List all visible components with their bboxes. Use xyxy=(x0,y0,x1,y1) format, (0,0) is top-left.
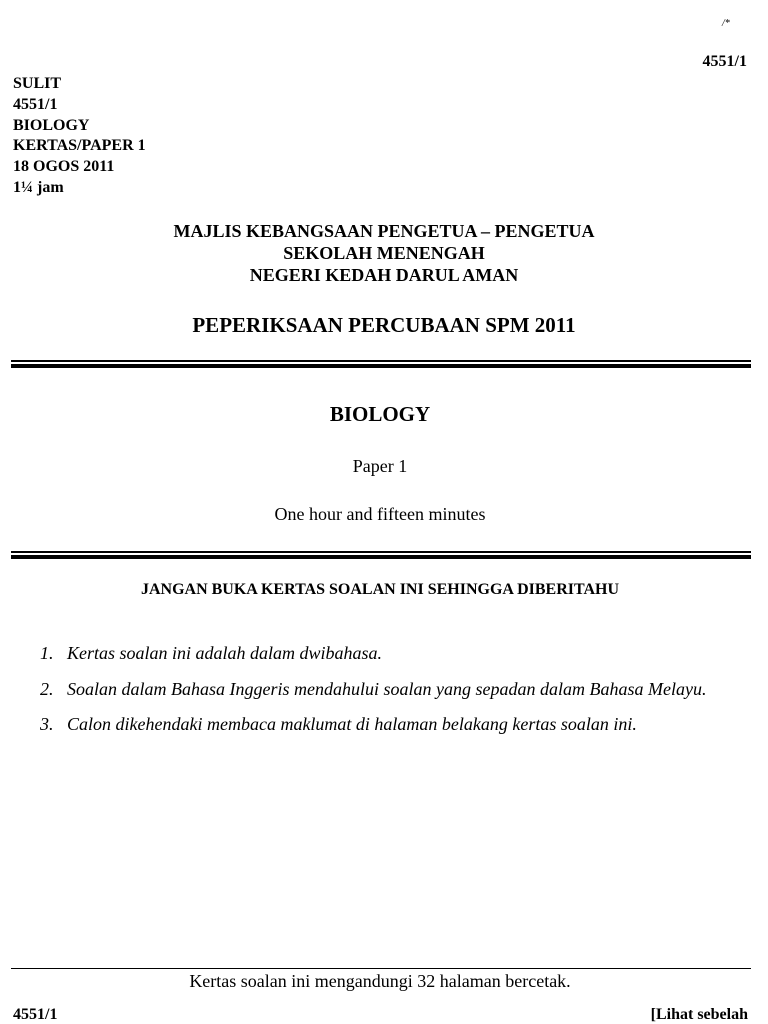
header-line: BIOLOGY xyxy=(13,116,90,134)
warning-notice: JANGAN BUKA KERTAS SOALAN INI SEHINGGA DIBERITAHU xyxy=(140,581,620,598)
page-count-note: Kertas soalan ini mengandungi 32 halaman bercetak. xyxy=(189,971,571,991)
header-line: SULIT xyxy=(13,75,62,92)
instruction-number: 2. xyxy=(40,678,54,699)
instruction-item xyxy=(40,707,750,743)
instruction-item xyxy=(40,636,750,672)
instruction-text: Calon dikehendaki membaca maklumat di halaman belakang kertas soalan ini. xyxy=(67,714,637,734)
header-line: 4551/1 xyxy=(13,95,58,113)
instructions-list xyxy=(40,636,750,743)
divider-bottom xyxy=(11,551,751,559)
council-line: NEGERI KEDAH DARUL AMAN xyxy=(249,265,519,285)
turn-over-label: [Lihat sebelah xyxy=(650,1006,748,1023)
paper-label: Paper 1 xyxy=(352,456,408,476)
instruction-item xyxy=(40,672,750,708)
council-line: SEKOLAH MENENGAH xyxy=(283,243,485,263)
footer-divider xyxy=(11,968,751,969)
instruction-text: Kertas soalan ini adalah dalam dwibahasa. xyxy=(67,643,383,663)
divider-top xyxy=(11,360,751,368)
exam-title: PEPERIKSAAN PERCUBAAN SPM 2011 xyxy=(192,313,576,337)
council-heading xyxy=(0,220,768,286)
instruction-number: 3. xyxy=(40,714,54,734)
instruction-number: 1. xyxy=(40,643,54,663)
instruction-text: Soalan dalam Bahasa Inggeris mendahului soalan yang sepadan dalam Bahasa Melayu. xyxy=(67,678,707,699)
top-paper-code: 4551/1 xyxy=(702,53,747,70)
duration-label: One hour and fifteen minutes xyxy=(274,504,486,524)
corner-mark: /* xyxy=(722,18,730,29)
header-line: KERTAS/PAPER 1 xyxy=(13,137,146,155)
subject-title: BIOLOGY xyxy=(329,402,431,426)
header-line: 18 OGOS 2011 xyxy=(13,158,115,176)
council-line: MAJLIS KEBANGSAAN PENGETUA – PENGETUA xyxy=(173,221,595,241)
bottom-paper-code: 4551/1 xyxy=(13,1006,58,1023)
header-block xyxy=(13,74,146,199)
header-line: 1¼ jam xyxy=(13,178,64,196)
